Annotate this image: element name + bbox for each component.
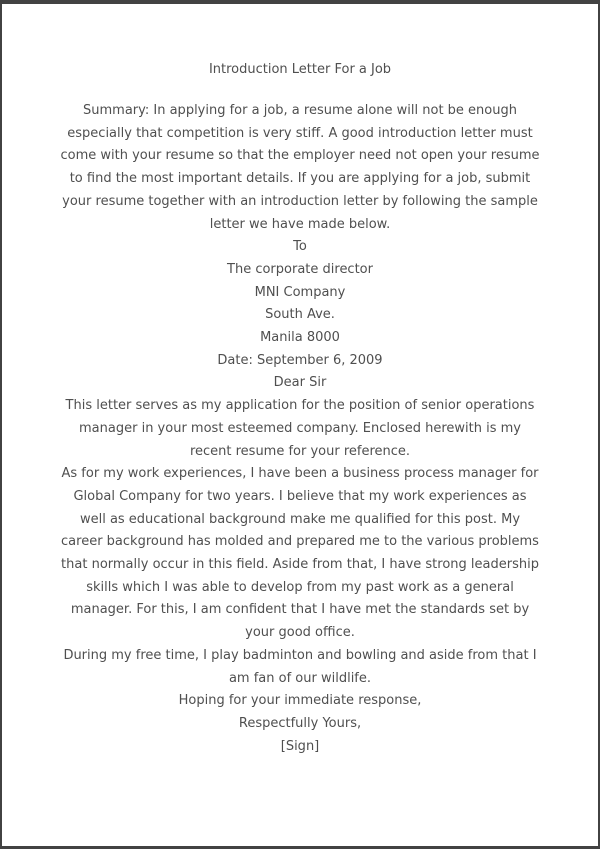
letter-line: career background has molded and prepared me to the various problems [61, 534, 539, 550]
letter-body [2, 100, 598, 758]
page-title: Introduction Letter For a Job [208, 62, 392, 77]
letter-line: Dear Sir [273, 375, 327, 391]
letter-line: letter we have made below. [209, 216, 391, 232]
letter-line: recent resume for your reference. [189, 443, 411, 459]
letter-line: skills which I was able to develop from my past work as a general [86, 579, 514, 595]
letter-line: This letter serves as my application for the position of senior operations [65, 398, 535, 414]
letter-line: am fan of our wildlife. [228, 670, 372, 686]
letter-line: As for my work experiences, I have been a business process manager for [61, 466, 539, 482]
letter-line: well as educational background make me qualified for this post. My [79, 511, 521, 527]
letter-line: Summary: In applying for a job, a resume alone will not be enough [83, 103, 517, 118]
letter-line: manager. For this, I am confident that I have met the standards set by [70, 602, 530, 618]
letter-line: especially that competition is very stiff. A good introduction letter must [67, 125, 533, 141]
letter-line: your good office. [245, 625, 355, 641]
letter-line: to find the most important details. If you are applying for a job, submit [69, 171, 531, 187]
letter-line: The corporate director [227, 261, 373, 277]
letter-line: manager in your most esteemed company. Enclosed herewith is my [79, 420, 521, 436]
letter-line: [Sign] [280, 738, 320, 754]
letter-line: come with your resume so that the employer need not open your resume [60, 148, 540, 164]
letter-line: South Ave. [265, 307, 335, 323]
letter-line: Hoping for your immediate response, [178, 693, 422, 709]
letter-line: your resume together with an introduction letter by following the sample [62, 193, 538, 209]
letter-line: To [293, 239, 307, 255]
letter-line: that normally occur in this field. Aside from that, I have strong leadership [61, 557, 539, 573]
letter-line: Manila 8000 [260, 330, 340, 346]
letter-line: MNI Company [254, 284, 346, 300]
letter-line: Global Company for two years. I believe that my work experiences as [73, 488, 527, 504]
letter-line: Date: September 6, 2009 [217, 352, 383, 368]
letter-line: During my free time, I play badminton and bowling and aside from that I [63, 647, 537, 663]
letter-line: Respectfully Yours, [238, 715, 362, 731]
